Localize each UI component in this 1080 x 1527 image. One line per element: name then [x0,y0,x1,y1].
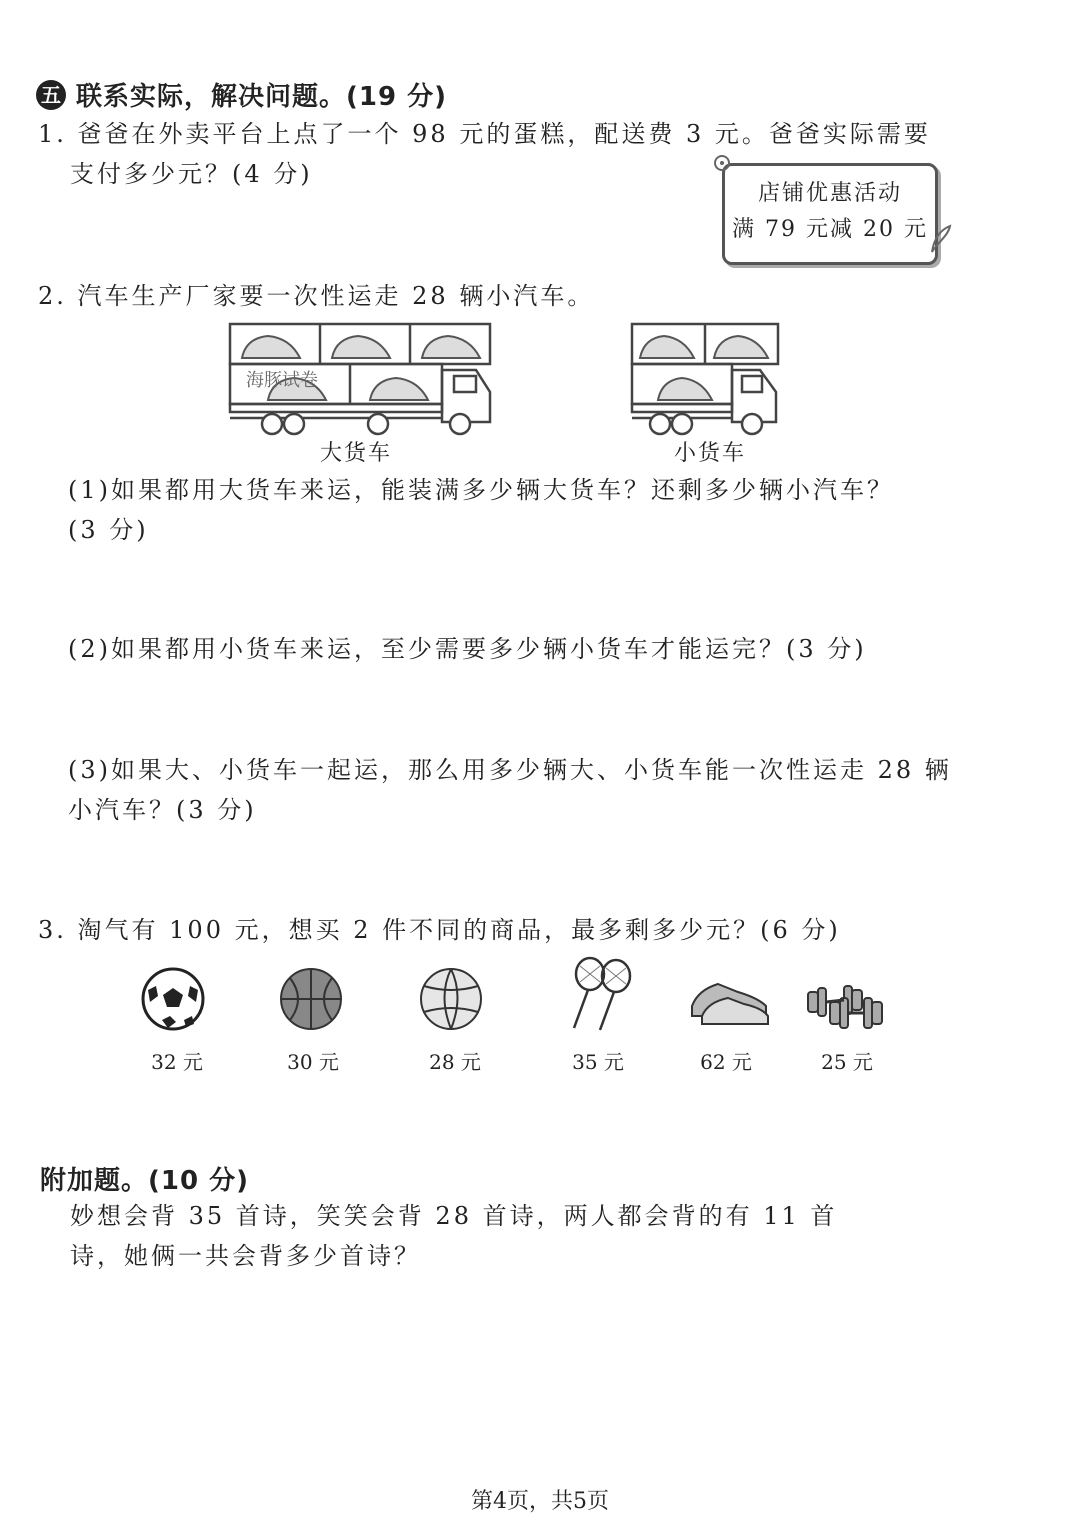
price-volleyball: 28 元 [429,1050,481,1074]
q2-sub1-line1: (1)如果都用大货车来运，能装满多少辆大货车？还剩多少辆小汽车？ [68,476,894,504]
section-badge: 五 [36,80,66,110]
price-sneakers: 62 元 [700,1050,752,1074]
q2-sub2: (2)如果都用小货车来运，至少需要多少辆小货车才能运完？(3 分) [68,635,867,663]
page-footer: 第4页，共5页 [471,1489,609,1514]
bonus-line2: 诗，她俩一共会背多少首诗？ [70,1242,421,1270]
basketball-icon [278,966,344,1032]
price-badminton: 35 元 [572,1050,624,1074]
small-truck-illustration [630,320,780,440]
soccer-ball-icon [140,966,206,1032]
sneakers-icon [688,976,772,1028]
section-title: 联系实际，解决问题。(19 分) [76,82,447,112]
price-basketball: 30 元 [287,1050,339,1074]
volleyball-icon [418,966,484,1032]
watermark: 海豚试卷 [246,370,318,391]
dumbbells-icon [804,982,884,1032]
price-dumbbells: 25 元 [821,1050,873,1074]
big-truck-label: 大货车 [320,441,393,466]
q2-sub3-line2: 小汽车？(3 分) [68,796,257,824]
badminton-rackets-icon [564,956,644,1032]
q2-line1: 2. 汽车生产厂家要一次性运走 28 辆小汽车。 [38,282,595,310]
q2-sub3-line1: (3)如果大、小货车一起运，那么用多少辆大、小货车能一次性运走 28 辆 [68,756,952,784]
q2-sub1-line2: (3 分) [68,516,149,544]
small-truck-label: 小货车 [674,441,747,466]
promo-title: 店铺优惠活动 [757,181,902,206]
q1-line1: 1. 爸爸在外卖平台上点了一个 98 元的蛋糕，配送费 3 元。爸爸实际需要 [38,120,931,148]
leaf-icon [928,222,954,256]
q1-line2: 支付多少元？(4 分) [70,160,313,188]
promo-box [722,163,938,265]
bonus-title: 附加题。(10 分) [40,1166,249,1196]
bonus-line1: 妙想会背 35 首诗，笑笑会背 28 首诗，两人都会背的有 11 首 [70,1202,838,1230]
price-soccer-ball: 32 元 [151,1050,203,1074]
q3-line1: 3. 淘气有 100 元，想买 2 件不同的商品，最多剩多少元？(6 分) [38,916,841,944]
flower-icon [712,153,732,173]
promo-rule: 满 79 元减 20 元 [732,217,928,242]
